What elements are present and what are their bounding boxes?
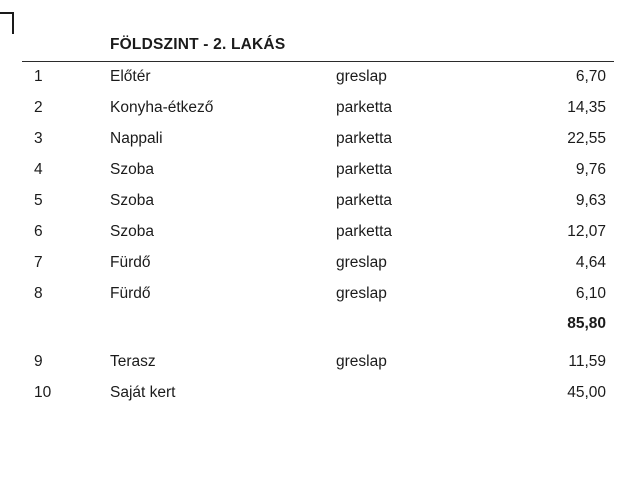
row-material: greslap [336, 68, 387, 85]
row-area: 9,76 [575, 160, 606, 178]
subtotal-name [110, 309, 336, 338]
table-row [22, 123, 614, 154]
row-number: 9 [34, 352, 43, 370]
row-name: Szoba [110, 160, 154, 178]
table-row [22, 377, 614, 408]
row-material: greslap [336, 352, 387, 370]
row-area: 6,10 [575, 284, 606, 302]
table-row [22, 92, 614, 123]
table-row [22, 247, 614, 278]
table-row [22, 216, 614, 247]
row-number: 8 [34, 284, 43, 302]
row-area: 45,00 [567, 383, 606, 401]
row-material: parketta [336, 191, 393, 209]
row-name: Saját kert [110, 383, 176, 401]
row-area: 6,70 [575, 68, 606, 85]
page-edge-mark-side [12, 12, 14, 34]
row-material: parketta [336, 160, 393, 178]
header-cell-area [522, 28, 614, 61]
subtotal-material [336, 309, 522, 338]
row-material: greslap [336, 284, 387, 302]
row-area: 12,07 [567, 222, 606, 240]
row-number: 7 [34, 253, 43, 271]
header-cell-material [336, 28, 522, 61]
row-material: greslap [336, 253, 387, 271]
row-number: 5 [34, 191, 43, 209]
area-schedule-table [22, 28, 606, 408]
table-row [22, 346, 614, 377]
row-material: parketta [336, 129, 393, 147]
table-row [22, 154, 614, 185]
table-row [22, 278, 614, 309]
row-name: Előtér [110, 68, 151, 85]
spacer-cell [22, 338, 614, 346]
row-number: 2 [34, 98, 43, 116]
spacer-row [22, 338, 614, 346]
row-number: 4 [34, 160, 43, 178]
row-area: 14,35 [567, 98, 606, 116]
row-name: Fürdő [110, 253, 151, 271]
page-bottom-margin [22, 458, 606, 459]
row-name: Szoba [110, 222, 154, 240]
row-number: 10 [34, 383, 52, 401]
row-area: 22,55 [567, 129, 606, 147]
page-title: FÖLDSZINT - 2. LAKÁS [110, 28, 336, 61]
row-material [336, 377, 522, 408]
table-row [22, 61, 614, 92]
row-number: 3 [34, 129, 43, 147]
subtotal-number [22, 309, 110, 338]
subtotal-row [22, 309, 614, 338]
subtotal-area: 85,80 [567, 314, 606, 332]
row-name: Nappali [110, 129, 163, 147]
row-name: Szoba [110, 191, 154, 209]
row-name: Fürdő [110, 284, 151, 302]
table-row [22, 185, 614, 216]
row-number: 6 [34, 222, 43, 240]
row-material: parketta [336, 98, 393, 116]
row-area: 9,63 [575, 191, 606, 209]
row-area: 11,59 [568, 352, 606, 370]
row-name: Konyha-étkező [110, 98, 214, 116]
row-number: 1 [34, 68, 43, 85]
row-name: Terasz [110, 352, 156, 370]
row-material: parketta [336, 222, 393, 240]
table-header-row [22, 28, 614, 61]
row-area: 4,64 [575, 253, 606, 271]
header-cell-number [22, 28, 110, 61]
